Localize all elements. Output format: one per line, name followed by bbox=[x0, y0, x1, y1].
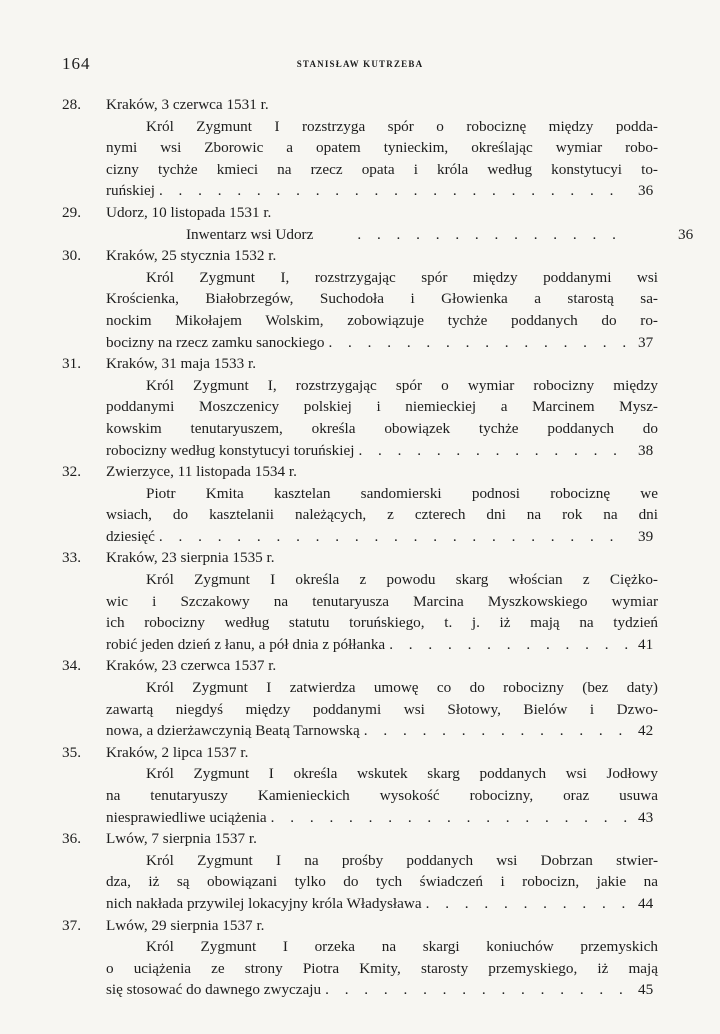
page-number: 164 bbox=[62, 54, 91, 73]
entry-description bbox=[62, 483, 658, 548]
page-ref: 42 bbox=[638, 722, 654, 740]
entry-place-date: Kraków, 3 czerwca 1531 r. bbox=[106, 96, 269, 113]
entry-heading bbox=[62, 461, 658, 483]
dot-leader bbox=[313, 224, 630, 246]
entry-number: 35. bbox=[62, 743, 81, 761]
page-ref: 37 bbox=[638, 333, 654, 351]
entry-number: 32. bbox=[62, 463, 81, 481]
description-line: Król Zygmunt I na prośby poddanych wsi Dobrzan stwier- bbox=[146, 851, 658, 869]
description-text: robić jeden dzień z łanu, a pół dnia z półłanka bbox=[106, 635, 386, 653]
dot-leader bbox=[324, 332, 630, 354]
description-line: poddanymi Moszczenicy polskiej i niemieckiej a Marcinem Mysz- bbox=[106, 398, 658, 416]
description-line: dza, iż są obowiązani tylko do tych świadczeń i robocizn, jakie na bbox=[106, 873, 658, 891]
description-line: wic i Szczakowy na tenutaryusza Marcina Myszkowskiego wymiar bbox=[106, 592, 658, 610]
description-line: Król Zygmunt I określa wskutek skarg poddanych wsi Jodłowy bbox=[146, 765, 658, 783]
dot-leader bbox=[354, 440, 630, 462]
toc-entry bbox=[62, 202, 694, 245]
dot-leader bbox=[422, 893, 630, 915]
dot-leader bbox=[267, 807, 630, 829]
toc-entry bbox=[62, 461, 658, 547]
description-line bbox=[106, 893, 658, 915]
toc-entry bbox=[62, 828, 658, 914]
dot-leader bbox=[155, 526, 630, 548]
entry-number: 33. bbox=[62, 549, 81, 567]
entry-heading bbox=[62, 655, 658, 677]
page-ref: 38 bbox=[638, 441, 654, 459]
entry-place-date: Kraków, 25 stycznia 1532 r. bbox=[106, 247, 277, 265]
description-line: Krościenka, Białobrzegów, Suchodoła i Głowienka a starostą sa- bbox=[106, 290, 658, 308]
entry-place-date: Kraków, 23 czerwca 1537 r. bbox=[106, 657, 277, 675]
page-ref: 45 bbox=[638, 981, 654, 999]
entry-number: 34. bbox=[62, 657, 81, 675]
description-line: Król Zygmunt I zatwierdza umowę co do robocizny (bez daty) bbox=[146, 679, 658, 697]
description-line bbox=[106, 440, 658, 462]
description-text: dziesięć bbox=[106, 527, 155, 545]
description-text: bocizny na rzecz zamku sanockiego bbox=[106, 333, 325, 351]
description-line: o uciążenia ze strony Piotra Kmity, starosty przemyskiego, iż mają bbox=[106, 959, 658, 977]
entry-place-date: Lwów, 7 sierpnia 1537 r. bbox=[106, 830, 257, 848]
entry-heading bbox=[62, 547, 658, 569]
toc-entry bbox=[62, 742, 658, 828]
entry-description bbox=[62, 569, 658, 655]
description-line: Piotr Kmita kasztelan sandomierski podnosi robociznę we bbox=[146, 484, 658, 502]
page-ref: 43 bbox=[638, 808, 654, 826]
entry-description bbox=[62, 224, 694, 246]
description-text: ruńskiej bbox=[106, 182, 155, 200]
description-line bbox=[106, 180, 658, 202]
description-line bbox=[106, 332, 658, 354]
entry-place-date: Udorz, 10 listopada 1531 r. bbox=[106, 203, 272, 221]
table-of-contents bbox=[62, 94, 694, 1001]
entry-description bbox=[62, 375, 658, 461]
entry-description bbox=[62, 763, 658, 828]
entry-heading bbox=[62, 202, 658, 224]
description-line bbox=[106, 979, 658, 1001]
page-ref: 44 bbox=[638, 894, 654, 912]
entry-description bbox=[62, 267, 658, 353]
description-line: nockim Mikołajem Wolskim, zobowiązuje tychże poddanych do ro- bbox=[106, 311, 658, 329]
dot-leader bbox=[360, 720, 630, 742]
entry-place-date: Lwów, 29 sierpnia 1537 r. bbox=[106, 916, 265, 934]
description-line: Król Zygmunt I rozstrzyga spór o robociznę między podda- bbox=[146, 117, 658, 135]
entry-place-date: Kraków, 31 maja 1533 r. bbox=[106, 355, 257, 373]
toc-entry bbox=[62, 915, 658, 1001]
entry-place-date: Kraków, 2 lipca 1537 r. bbox=[106, 743, 249, 761]
dot-leader bbox=[385, 634, 630, 656]
description-line: Król Zygmunt I, rozstrzygając spór między poddanymi wsi bbox=[146, 268, 658, 286]
entry-heading bbox=[62, 94, 658, 116]
entry-number: 31. bbox=[62, 355, 81, 373]
description-text: się stosować do dawnego zwyczaju bbox=[106, 981, 322, 999]
entry-number: 37. bbox=[62, 916, 81, 934]
page-ref: 39 bbox=[638, 527, 654, 545]
entry-place-date: Kraków, 23 sierpnia 1535 r. bbox=[106, 549, 275, 567]
description-line: zawartą niegdyś między poddanymi wsi Słotowy, Bielów i Dzwo- bbox=[106, 700, 658, 718]
description-line: kowskim tenutaryuszem, określa obowiązek tychże poddanych do bbox=[106, 419, 658, 437]
entry-number: 29. bbox=[62, 203, 81, 221]
toc-entry bbox=[62, 94, 658, 202]
description-line bbox=[106, 526, 658, 548]
description-line bbox=[106, 720, 658, 742]
entry-description bbox=[62, 850, 658, 915]
description-line: nymi wsi Zborowic a opatem tynieckim, określając wymiar robo- bbox=[106, 139, 658, 157]
dot-leader bbox=[321, 979, 630, 1001]
description-line: ich robocizny według statutu toruńskiego, t. j. iż mają na tydzień bbox=[106, 614, 658, 632]
description-line: wsiach, do kasztelanii należących, z czterech dni na rok na dni bbox=[106, 506, 658, 524]
running-title: STANISŁAW KUTRZEBA bbox=[296, 59, 424, 69]
description-text: Inwentarz wsi Udorz bbox=[186, 225, 314, 243]
entry-description bbox=[62, 677, 658, 742]
entry-description bbox=[62, 936, 658, 1001]
description-line bbox=[106, 807, 658, 829]
description-text: niesprawiedliwe uciążenia bbox=[106, 808, 267, 826]
entry-number: 28. bbox=[62, 96, 81, 113]
page-ref: 36 bbox=[678, 225, 694, 243]
toc-entry bbox=[62, 245, 658, 353]
dot-leader bbox=[155, 180, 630, 202]
description-line: Król Zygmunt I określa z powodu skarg włościan z Ciężko- bbox=[146, 571, 658, 589]
description-line: Król Zygmunt I, rozstrzygając spór o wymiar robocizny między bbox=[146, 376, 658, 394]
description-line bbox=[106, 634, 658, 656]
toc-entry bbox=[62, 655, 658, 741]
description-line: na tenutaryuszy Kamienieckich wysokość robocizny, oraz usuwa bbox=[106, 787, 658, 804]
toc-entry bbox=[62, 353, 658, 461]
entry-heading bbox=[62, 353, 658, 375]
entry-heading bbox=[62, 915, 658, 937]
entry-heading bbox=[62, 828, 658, 850]
page-ref: 41 bbox=[638, 635, 654, 653]
entry-number: 30. bbox=[62, 247, 81, 265]
description-text: nowa, a dzierżawczynią Beatą Tarnowską bbox=[106, 722, 360, 740]
entry-description bbox=[62, 116, 658, 202]
page-ref: 36 bbox=[638, 182, 654, 200]
entry-heading bbox=[62, 742, 658, 764]
entry-heading bbox=[62, 245, 658, 267]
entry-place-date: Zwierzyce, 11 listopada 1534 r. bbox=[106, 463, 297, 481]
description-text: robocizny według konstytucyi toruńskiej bbox=[106, 441, 355, 459]
description-text: nich nakłada przywilej lokacyjny króla Władysława bbox=[106, 894, 422, 912]
description-line: Król Zygmunt I orzeka na skargi koniuchów przemyskich bbox=[146, 938, 658, 956]
description-line: cizny tychże kmieci na rzecz opata i króla według konstytucyi to- bbox=[106, 160, 658, 178]
entry-number: 36. bbox=[62, 830, 81, 848]
description-line bbox=[106, 224, 694, 246]
toc-entry bbox=[62, 547, 658, 655]
